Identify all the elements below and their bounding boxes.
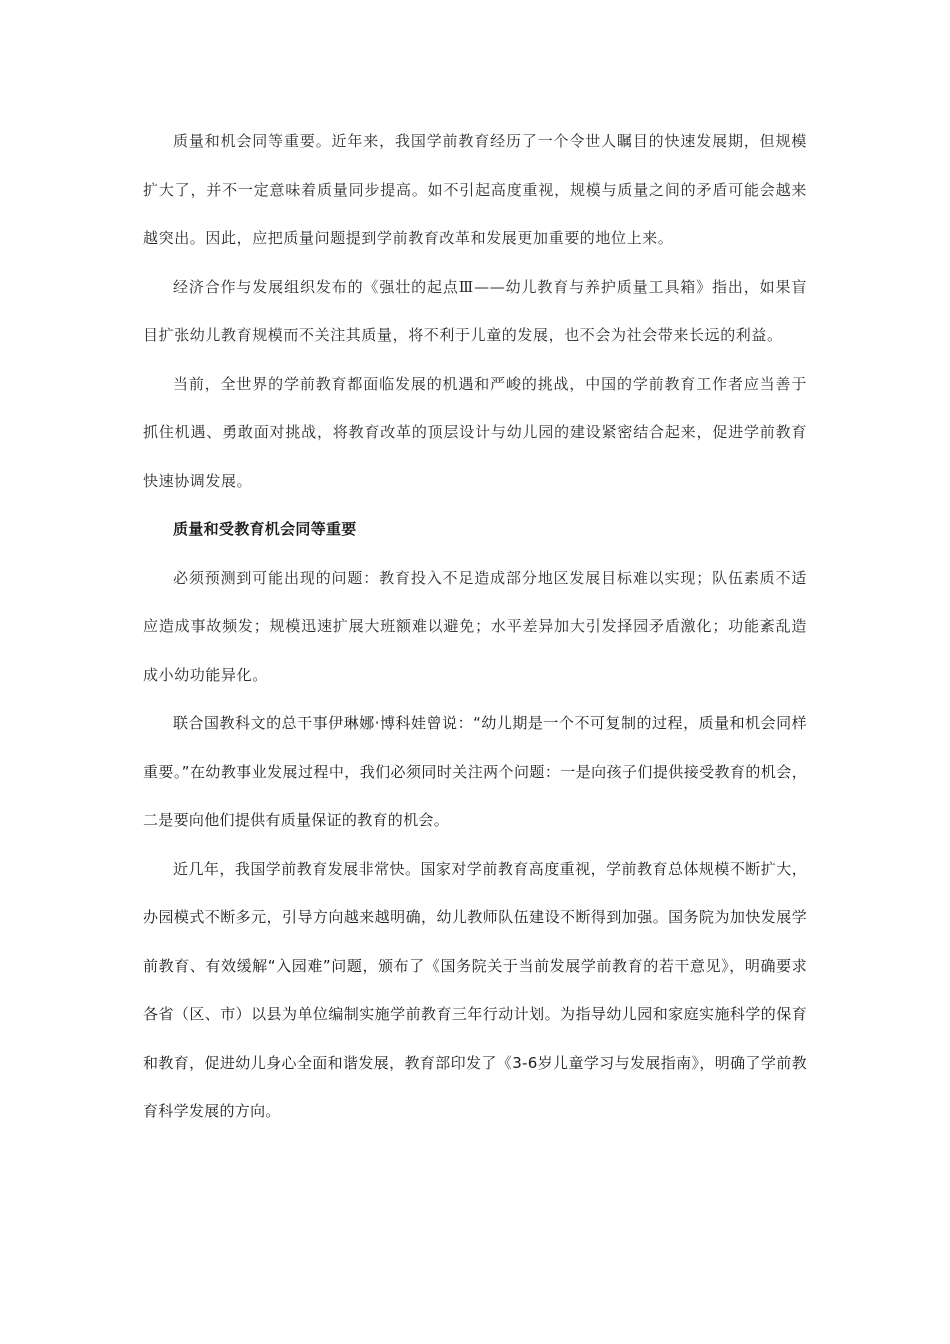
paragraph-unesco-quote: 联合国教科文的总干事伊琳娜·博科娃曾说：“幼儿期是一个不可复制的过程，质量和机会同样重要。”在幼教事业发展过程中，我们必须同时关注两个问题：一是向孩子们提供接受教育的机会，二是要向他们提供有质量保证的教育的机会。: [143, 714, 807, 829]
paragraph-quality-and-opportunity: 质量和机会同等重要。近年来，我国学前教育经历了一个令世人瞩目的快速发展期，但规模扩大了，并不一定意味着质量同步提高。如不引起高度重视，规模与质量之间的矛盾可能会越来越突出。因此，应把质量问题提到学前教育改革和发展更加重要的地位上来。: [143, 132, 807, 247]
section-heading: 质量和受教育机会同等重要: [173, 520, 357, 538]
paragraph-current-challenges: 当前，全世界的学前教育都面临发展的机遇和严峻的挑战，中国的学前教育工作者应当善于抓住机遇、勇敢面对挑战，将教育改革的顶层设计与幼儿园的建设紧密结合起来，促进学前教育快速协调发展。: [143, 374, 807, 490]
paragraph-recent-development: 近几年，我国学前教育发展非常快。国家对学前教育高度重视，学前教育总体规模不断扩大，办园模式不断多元，引导方向越来越明确，幼儿教师队伍建设不断得到加强。国务院为加快发展学前教育、有效缓解“入园难”问题，颁布了《国务院关于当前发展学前教育的若干意见》，明确要求各省（区、市）以县为单位编制实施学前教育三年行动计划。为指导幼儿园和家庭实施科学的保育和教育，促进幼儿身心全面和谐发展，教育部印发了《3-6岁儿童学习与发展指南》，明确了学前教育科学发展的方向。: [143, 859, 807, 1120]
document-body: [143, 117, 807, 1136]
paragraph-oecd-starting-strong: 经济合作与发展组织发布的《强壮的起点Ⅲ——幼儿教育与养护质量工具箱》指出，如果盲目扩张幼儿教育规模而不关注其质量，将不利于儿童的发展，也不会为社会带来长远的利益。: [143, 277, 807, 344]
paragraph-predicted-problems: 必须预测到可能出现的问题：教育投入不足造成部分地区发展目标难以实现；队伍素质不适应造成事故频发；规模迅速扩展大班额难以避免；水平差异加大引发择园矛盾激化；功能紊乱造成小幼功能异化。: [143, 568, 807, 684]
